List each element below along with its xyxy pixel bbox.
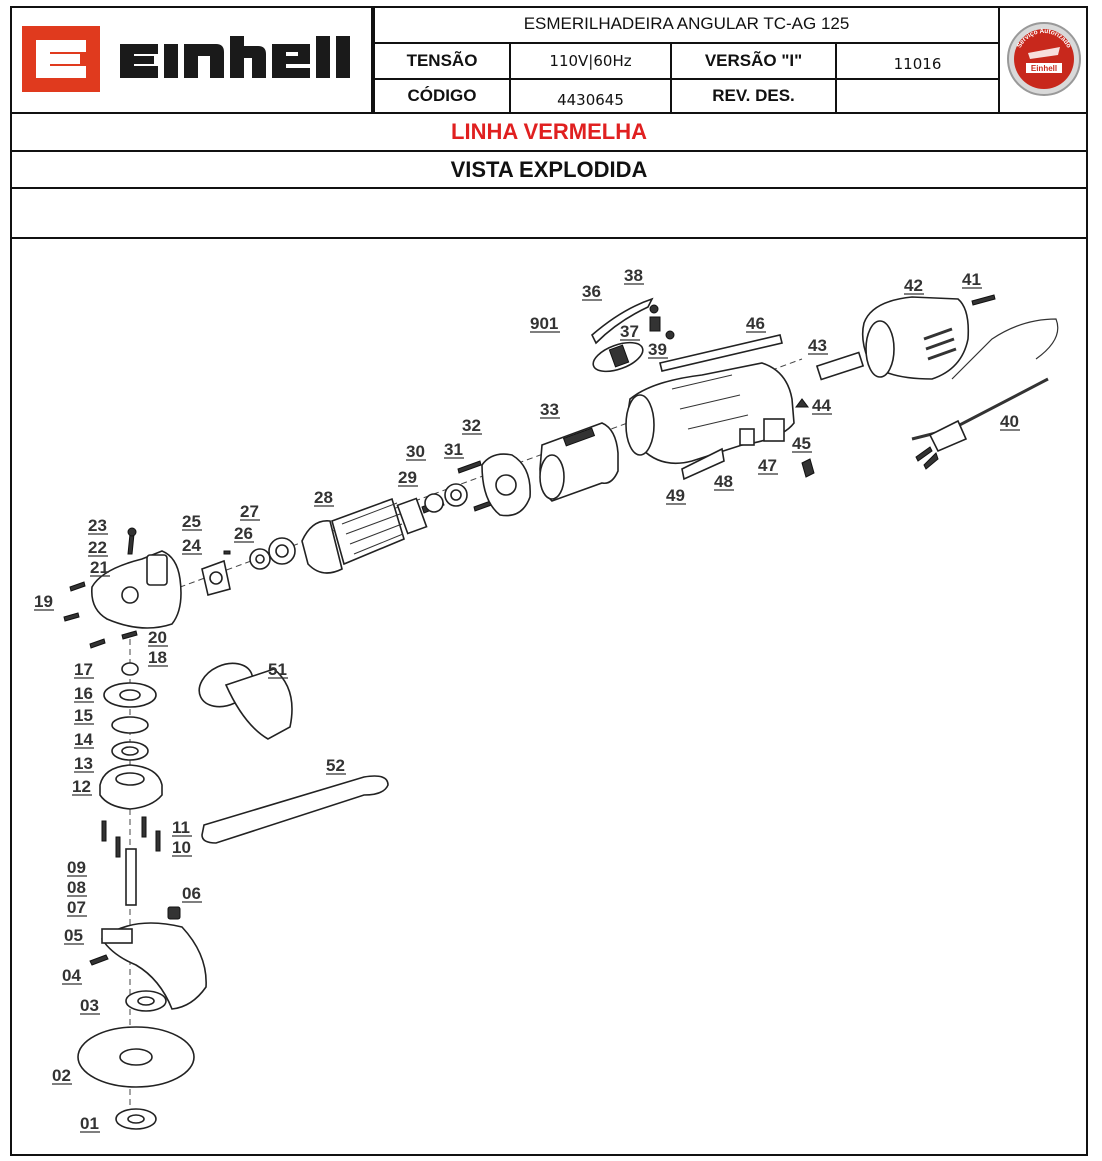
part-label-38: 38	[624, 266, 643, 285]
authorized-seal	[998, 6, 1088, 112]
part-label-46: 46	[746, 314, 765, 333]
line-title: LINHA VERMELHA	[451, 119, 647, 144]
exploded-view-diagram	[12, 239, 1086, 1154]
part-label-43: 43	[808, 336, 827, 355]
code-label: CÓDIGO	[407, 86, 477, 105]
tension-label-cell	[373, 42, 509, 78]
part-label-31: 31	[444, 440, 463, 459]
part-label-48: 48	[714, 472, 733, 491]
part-label-47: 47	[758, 456, 777, 475]
part-label-07: 07	[67, 898, 86, 917]
part-label-22: 22	[88, 538, 107, 557]
code-value: 4430645	[557, 91, 624, 109]
part-label-08: 08	[67, 878, 86, 897]
brand-logo	[10, 6, 373, 112]
version-label-cell	[670, 42, 835, 78]
part-label-24: 24	[182, 536, 201, 555]
part-label-32: 32	[462, 416, 481, 435]
part-label-20: 20	[148, 628, 167, 647]
motor-housing-part	[626, 363, 794, 463]
part-label-901: 901	[530, 314, 559, 333]
rev-value-cell	[835, 78, 998, 112]
seal-top-text: Serviço Autorizado	[1015, 27, 1073, 50]
part-label-39: 39	[648, 340, 667, 359]
part-label-37: 37	[620, 322, 639, 341]
part-label-42: 42	[904, 276, 923, 295]
part-label-52: 52	[326, 756, 345, 775]
product-title-cell	[373, 6, 998, 42]
part-label-11: 11	[172, 818, 190, 837]
version-value: 11016	[893, 55, 942, 73]
part-label-03: 03	[80, 996, 99, 1015]
part-label-13: 13	[74, 754, 93, 773]
view-title: VISTA EXPLODIDA	[450, 156, 648, 182]
part-label-14: 14	[74, 730, 93, 749]
tension-label: TENSÃO	[406, 51, 478, 70]
tension-value-cell	[509, 42, 670, 78]
tension-value: 110V|60Hz	[549, 52, 632, 70]
rev-label: REV. DES.	[712, 86, 795, 105]
part-label-36: 36	[582, 282, 601, 301]
part-label-28: 28	[314, 488, 333, 507]
part-label-04: 04	[62, 966, 81, 985]
stator-part	[540, 423, 618, 501]
part-label-45: 45	[792, 434, 811, 453]
part-label-15: 15	[74, 706, 93, 725]
rear-cover-part	[863, 297, 969, 379]
part-label-30: 30	[406, 442, 425, 461]
part-label-17: 17	[74, 660, 93, 679]
part-label-10: 10	[172, 838, 191, 857]
part-label-23: 23	[88, 516, 107, 535]
part-label-44: 44	[812, 396, 831, 415]
part-label-33: 33	[540, 400, 559, 419]
part-label-25: 25	[182, 512, 201, 531]
part-label-09: 09	[67, 858, 86, 877]
part-label-49: 49	[666, 486, 685, 505]
armature-part	[302, 498, 444, 573]
wrench-part	[202, 776, 388, 843]
part-label-26: 26	[234, 524, 253, 543]
rev-label-cell	[670, 78, 835, 112]
view-banner	[10, 150, 1088, 187]
empty-band	[10, 187, 1088, 237]
part-label-16: 16	[74, 684, 93, 703]
version-value-cell	[835, 42, 998, 78]
part-label-06: 06	[182, 884, 201, 903]
part-label-21: 21	[90, 558, 109, 577]
seal-center-text: Einhell	[1030, 64, 1058, 73]
part-label-51: 51	[268, 660, 287, 679]
part-label-29: 29	[398, 468, 417, 487]
part-label-01: 01	[80, 1114, 99, 1133]
part-label-41: 41	[962, 270, 981, 289]
part-label-05: 05	[64, 926, 83, 945]
part-label-27: 27	[240, 502, 259, 521]
code-label-cell	[373, 78, 509, 112]
version-label: VERSÃO "I"	[704, 51, 803, 70]
part-label-19: 19	[34, 592, 53, 611]
product-title: ESMERILHADEIRA ANGULAR TC-AG 125	[523, 14, 850, 33]
code-value-cell	[509, 78, 670, 112]
part-label-12: 12	[72, 777, 91, 796]
part-label-40: 40	[1000, 412, 1019, 431]
part-label-18: 18	[148, 648, 167, 667]
part-label-02: 02	[52, 1066, 71, 1085]
bearing-flange-part	[100, 765, 162, 809]
line-banner	[10, 112, 1088, 150]
